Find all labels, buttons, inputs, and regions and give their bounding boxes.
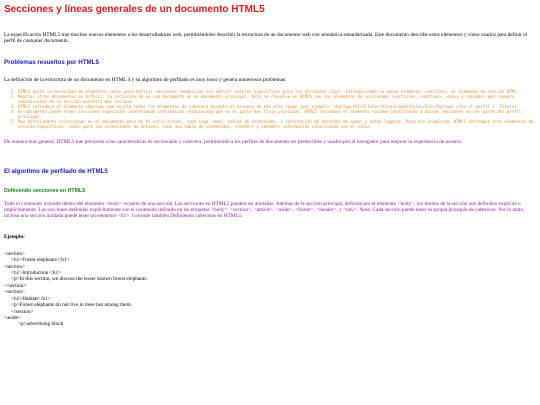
example-label: Ejemplo: (4, 233, 25, 240)
list-item: 2. Mezclar otros documentos es difícil: la inclusión de un sub-documento en un documento principal. Esto se resuelve en HTML5 con los elementos de seccionado (<article>, <section>, <nav> y <aside>) que siempre subsecciones de su sección ancestra más cercana. (18, 94, 536, 104)
code-line: <h1>Introduction</h1> (11, 270, 62, 277)
code-line: <section> (4, 263, 25, 270)
list-item: 1. HTML5 quita la necesidad de elementos <div> para definir secciones semánticas sin definir valores específicos para los atributos class, introduciendo un nuevo elemento, <section>, el elemento de sección HTML. (18, 89, 536, 94)
code-line: <p>advertising block (18, 321, 64, 328)
list-item: 4. Un documento puede tener secciones especiales conteniendo información relacionada que no es parte del flujo principal. HTML5 introduce el elemento <aside> permitiendo a dichas secciones no ser parte del perfil principal. (18, 109, 536, 119)
code-line: </section> (11, 308, 34, 315)
code-line: <h1>Forest elephants</h1> (11, 257, 70, 264)
code-line: <p>Forest elephants do not live in trees but among them. (11, 302, 133, 309)
section2-subheading: Definiendo secciones en HTML5 (4, 187, 86, 194)
code-line: <p>In this section, we discuss the lesser known forest elephants. (11, 276, 148, 283)
section1-conclusion: De manera más general, HTML5 trae precisión a las características de seccionado y cabecera, permitiendo a los perfiles de documento ser predecibles y usados por el navegador para mejorar la experiencia de usuario. (4, 139, 463, 146)
list-item: 3. HTML5 introduce el elemento <hgroup> que oculta todos los elementos de cabecera excepto el primero de más alto rango (por ejemplo, <hgroup><h1>Título</h1><h2>Subtítulo</h2></hgroup> crea el perfil 1. Título). (18, 104, 536, 109)
code-line: <section> (4, 289, 25, 296)
code-line: <h1>Habitat</h1> (11, 295, 51, 302)
section1-paragraph: La definición de la estructura de un documento en HTML 4 y su algoritmo de perfilado es muy tosco y genera numerosos problemas: (4, 76, 287, 83)
code-line: <aside> (4, 314, 21, 321)
code-example (4, 251, 536, 328)
intro-paragraph: La especificación HTML5 trae muchos nuevos elementos a los desarrolladores web, permitiéndoles describir la estructura de un documento web con semántica estandarizada. Este documento describe estos elementos y cómo usarlos para definir el perfil de cualquier documento. (4, 32, 528, 45)
problems-list (4, 89, 536, 129)
page-title: Secciones y líneas generales de un documento HTML5 (4, 4, 265, 15)
code-line: <section> (4, 250, 25, 257)
section2-heading: El algoritmo de perfilado de HTML5 (4, 167, 108, 175)
section1-heading: Problemas resueltos por HTML5 (4, 58, 99, 66)
section2-paragraph: Todo el contenido incluido dentro del elemento <body> es parte de una sección. Las secciones en HTML5 pueden ser anidadas. Además de la sección principal, definida por el elemento <body>, los límites de la sección son definidos explícita o implícitamente. Las secciones definidas explícitamente son el contenido definido en las etiquetas <body>, <section>, <article>, <aside>, <footer>, <header>, y <nav>. Nota: Cada sección puede tener su propia jerarquía de cabeceras. Por lo tanto, incluso una sección anidada puede tener un elemento <h1>. Consulte también Definiendo cabeceras en HTML5. (4, 200, 525, 220)
list-item: 5. Muy difícilmente seleccionar en el documento pero en el sitio actual, como logo, menú, tablas de contenidos, o información de derechos de autor y notas legales. Para ese propósito, HTML5 introduce tres elementos de sección específicos: <nav> para las colecciones de enlaces, como una tabla de contenidos, <footer> y <header> información relacionada con el sitio. (18, 119, 536, 129)
code-line: </section> (4, 282, 27, 289)
